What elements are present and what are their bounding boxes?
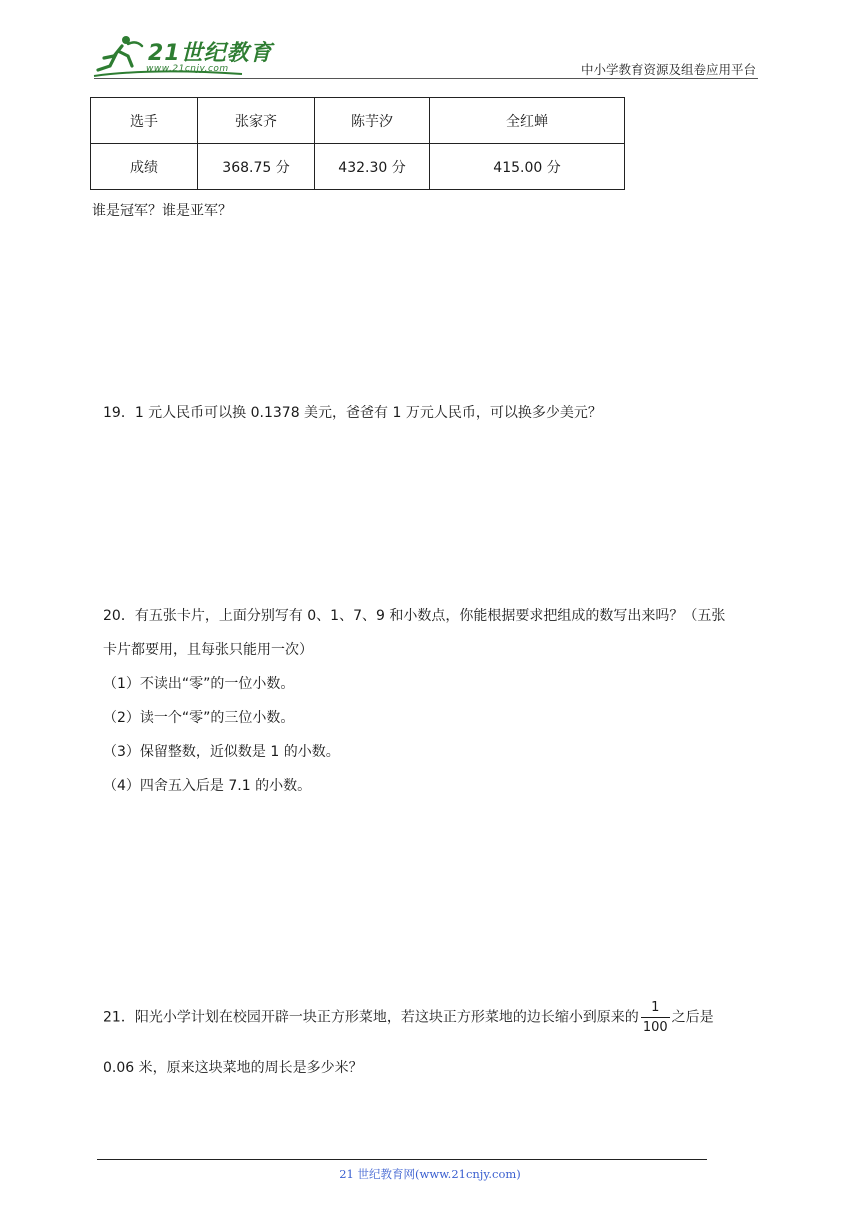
fraction-denominator: 100 [641,1017,670,1034]
question-21-line1 [103,1001,714,1034]
question-21-text: 之后是 [671,1009,714,1026]
footer-divider [97,1159,707,1160]
question-20-line2: 卡片都要用，且每张只能用一次） [103,642,313,658]
footer-link[interactable]: 21 世纪教育网(www.21cnjy.com) [339,1167,521,1181]
question-20-part: （1）不读出“零”的一位小数。 [103,676,295,692]
score-table [90,97,625,190]
question-21-text: 21．阳光小学计划在校园开辟一块正方形菜地，若这块正方形菜地的边长缩小到原来的 [103,1009,639,1026]
table-row [91,144,625,190]
table-cell: 张家齐 [198,98,315,144]
logo-wordmark: 21世纪教育 [148,41,273,66]
header-divider [94,78,758,79]
table-cell: 陈芋汐 [315,98,430,144]
fraction-numerator: 1 [651,1000,660,1015]
table-cell: 全红蝉 [430,98,625,144]
question-21-line2: 0.06 米，原来这块菜地的周长是多少米？ [103,1060,363,1076]
table-cell: 选手 [91,98,198,144]
question-20-part: （3）保留整数，近似数是 1 的小数。 [103,744,340,760]
question-19: 19．1 元人民币可以换 0.1378 美元，爸爸有 1 万元人民币，可以换多少美元？ [103,405,602,421]
question-18-prompt: 谁是冠军？谁是亚军？ [92,203,232,219]
table-cell: 415.00 分 [430,144,625,190]
question-20-line1: 20．有五张卡片，上面分别写有 0、1、7、9 和小数点，你能根据要求把组成的数写出来吗？（五张 [103,608,726,624]
question-20-part: （2）读一个“零”的三位小数。 [103,710,295,726]
logo-url: www.21cnjy.com [146,64,229,74]
table-cell: 成绩 [91,144,198,190]
question-20-part: （4）四舍五入后是 7.1 的小数。 [103,778,312,794]
header-tagline: 中小学教育资源及组卷应用平台 [580,62,756,77]
table-row [91,98,625,144]
table-cell: 368.75 分 [198,144,315,190]
table-cell: 432.30 分 [315,144,430,190]
fraction [641,1001,670,1034]
